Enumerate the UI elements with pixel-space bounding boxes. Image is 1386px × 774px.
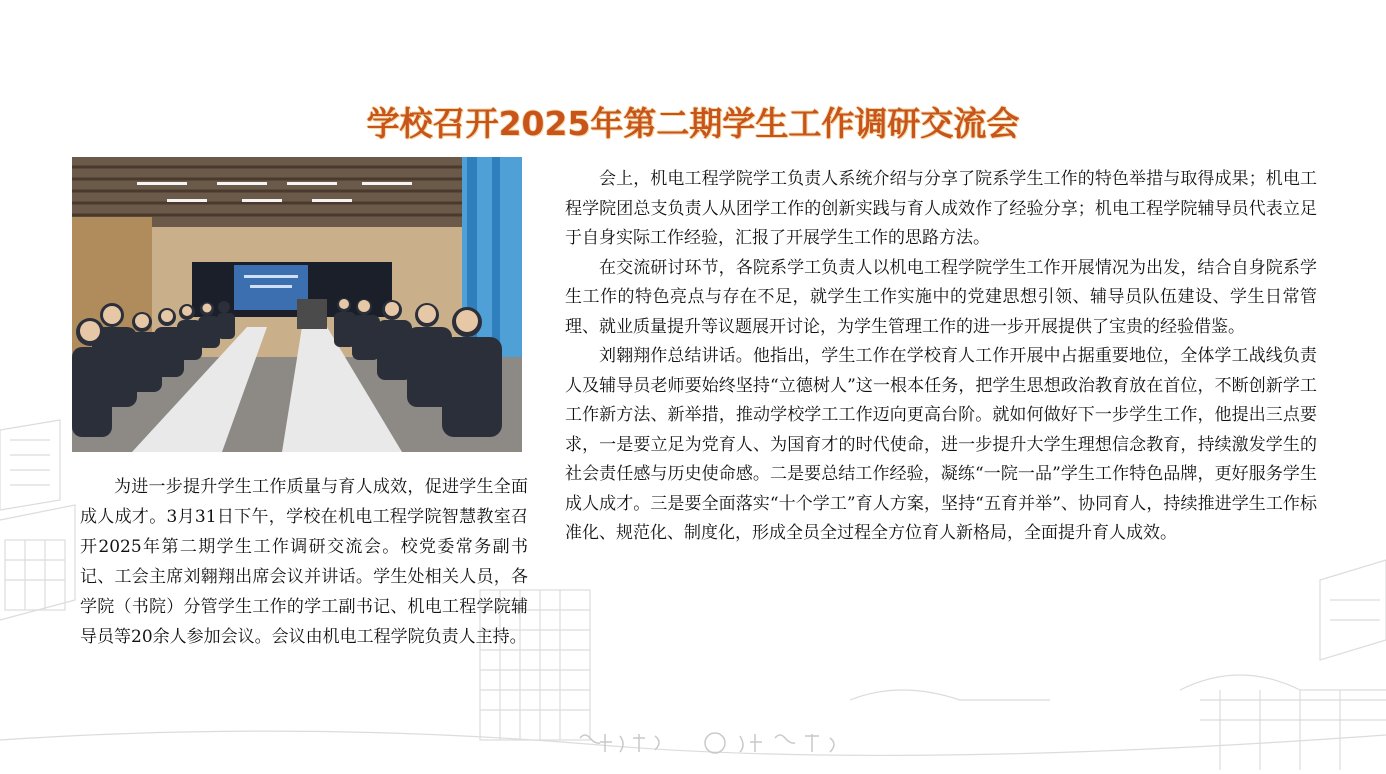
motto-watermark [575, 728, 855, 758]
body-paragraph-1: 会上，机电工程学院学工负责人系统介绍与分享了院系学生工作的特色举措与取得成果；机电工程学院团总支负责人从团学工作的创新实践与育人成效作了经验分享；机电工程学院辅导员代表立足于自身实际工作经验，汇报了开展学生工作的思路方法。 [565, 169, 1317, 248]
meeting-photo [72, 157, 522, 452]
intro-paragraph-block [80, 472, 528, 652]
body-paragraph-2: 在交流研讨环节，各院系学工负责人以机电工程学院学生工作开展情况为出发，结合自身院系学生工作的特色亮点与存在不足，就学生工作实施中的党建思想引领、辅导员队伍建设、学生日常管理、就业质量提升等议题展开讨论，为学生管理工作的进一步开展提供了宝贵的经验借鉴。 [565, 257, 1317, 337]
body-paragraph-3: 刘翱翔作总结讲话。他指出，学生工作在学校育人工作开展中占据重要地位，全体学工战线负责人及辅导员老师要始终坚持“立德树人”这一根本任务，把学生思想政治教育放在首位，不断创新学工工作新方法、新举措，推动学校学工工作迈向更高台阶。就如何做好下一步学生工作，他提出三点要求，一是要立足为党育人、为国育才的时代使命，进一步提升大学生理想信念教育，持续激发学生的社会责任感与历史使命感。二是要总结工作经验，凝练“一院一品”学生工作特色品牌，更好服务学生成人成才。三是要全面落实“十个学工”育人方案，坚持“五育并举”、协同育人，持续推进学生工作标准化、规范化、制度化，形成全员全过程全方位育人新格局，全面提升育人成效。 [565, 346, 1317, 543]
article-title: 学校召开2025年第二期学生工作调研交流会 [366, 104, 1020, 144]
intro-paragraph: 为进一步提升学生工作质量与育人成效，促进学生全面成人成才。3月31日下午，学校在机电工程学院智慧教室召开2025年第二期学生工作调研交流会。校党委常务副书记、工会主席刘翱翔出席会议并讲话。学生处相关人员，各学院（书院）分管学生工作的学工副书记、机电工程学院辅导员等20余人参加会议。会议由机电工程学院负责人主持。 [80, 477, 528, 647]
body-paragraph-block [565, 165, 1317, 549]
